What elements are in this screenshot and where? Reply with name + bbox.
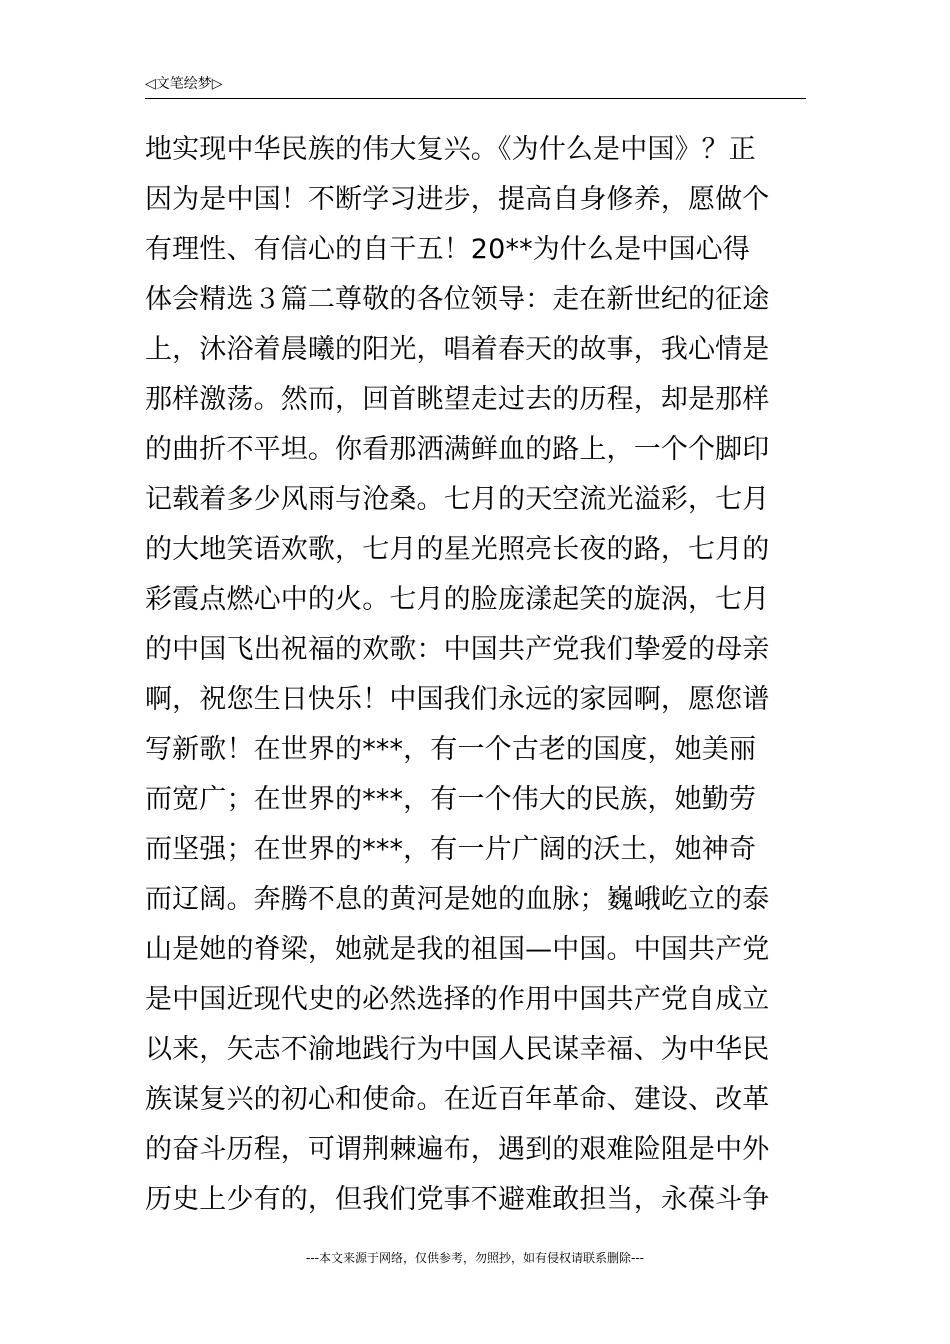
text-line: 而宽广；在世界的***，有一个伟大的民族，她勤劳 (145, 784, 757, 815)
text-line: 的奋斗历程，可谓荆棘遍布，遇到的艰难险阻是中外 (145, 1134, 770, 1165)
text-line: 的曲折不平坦。你看那洒满鲜血的路上，一个个脚印 (145, 434, 770, 465)
text-line: 那样激荡。然而，回首眺望走过去的历程，却是那样 (145, 384, 770, 415)
text-line: 地实现中华民族的伟大复兴。《为什么是中国》？正 (145, 134, 756, 165)
text-line: 写新歌！在世界的***，有一个古老的国度，她美丽 (145, 734, 757, 765)
text-line: 而坚强；在世界的***，有一片广阔的沃土，她神奇 (145, 834, 757, 865)
text-line: 有理性、有信心的自干五！20**为什么是中国心得 (145, 234, 750, 265)
text-line: 山是她的脊梁，她就是我的祖国—中国。中国共产党 (145, 934, 770, 965)
text-line: 的中国飞出祝福的欢歌：中国共产党我们挚爱的母亲 (145, 634, 770, 665)
text-line: 族谋复兴的初心和使命。在近百年革命、建设、改革 (145, 1084, 770, 1115)
text-line: 而辽阔。奔腾不息的黄河是她的血脉；巍峨屹立的泰 (145, 884, 770, 915)
header-logo: ◁文笔绘梦▷ (145, 76, 223, 92)
text-line: 啊，祝您生日快乐！中国我们永远的家园啊，愿您谱 (145, 684, 770, 715)
text-line: 以来，矢志不渝地践行为中国人民谋幸福、为中华民 (145, 1034, 770, 1065)
text-line: 的大地笑语欢歌，七月的星光照亮长夜的路，七月的 (145, 534, 770, 565)
document-body (145, 125, 810, 1225)
text-line: 上，沐浴着晨曦的阳光，唱着春天的故事，我心情是 (145, 334, 770, 365)
text-line: 体会精选３篇二尊敬的各位领导：走在新世纪的征途 (145, 284, 770, 315)
text-line: 彩霞点燃心中的火。七月的脸庞漾起笑的旋涡，七月 (145, 584, 770, 615)
text-line: 因为是中国！不断学习进步，提高自身修养，愿做个 (145, 184, 770, 215)
page-footer: ---本文来源于网络，仅供参考，勿照抄，如有侵权请联系删除--- (306, 1251, 644, 1265)
text-line: 记载着多少风雨与沧桑。七月的天空流光溢彩，七月 (145, 484, 770, 515)
text-line: 历史上少有的，但我们党事不避难敢担当，永葆斗争 (145, 1184, 770, 1215)
page-header (145, 72, 806, 99)
text-line: 是中国近现代史的必然选择的作用中国共产党自成立 (145, 984, 770, 1015)
